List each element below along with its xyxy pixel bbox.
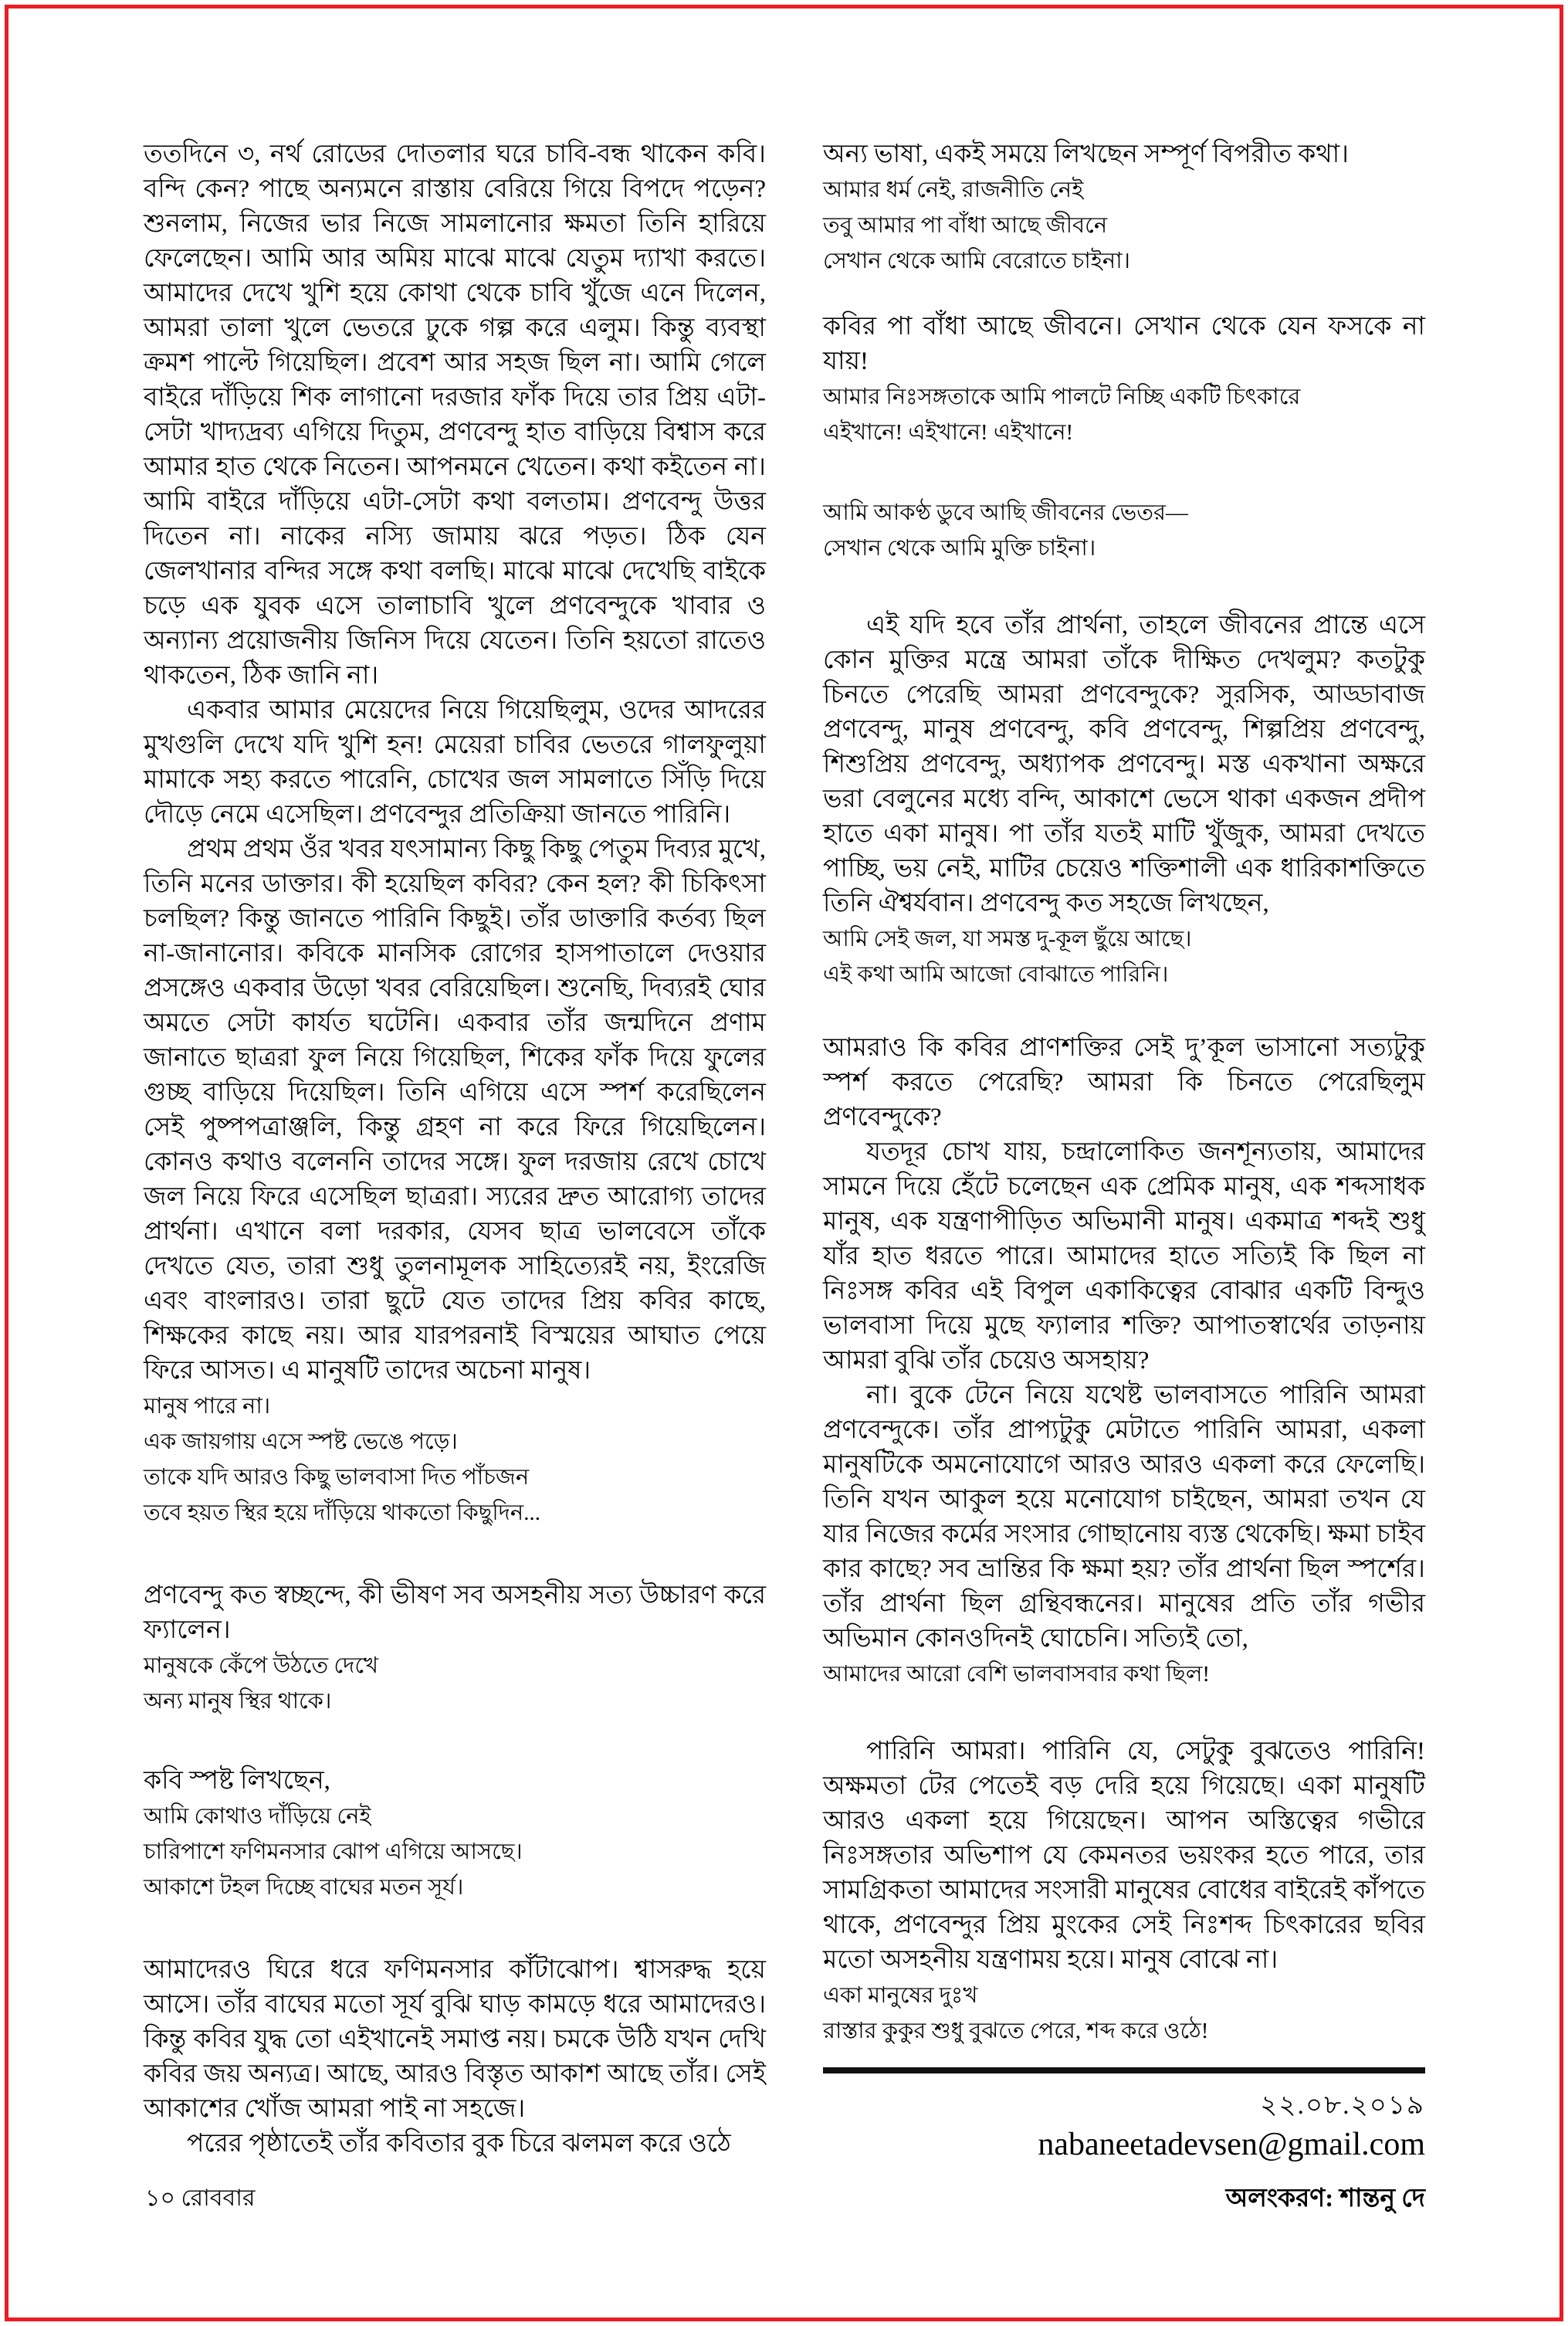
poem-line: সেখান থেকে আমি মুক্তি চাইনা। [823,536,1096,561]
poem-line: চারিপাশে ফণিমনসার ঝোপ এগিয়ে আসছে। [144,1839,523,1864]
poem-stanza [823,495,1425,566]
poem-line: এক জায়গায় এসে স্পষ্ট ভেঙে পড়ে। [144,1429,458,1454]
poem-stanza [823,379,1425,450]
poem-line: তাকে যদি আরও কিছু ভালবাসা দিত পাঁচজন [144,1465,530,1490]
paragraph: আমাদেরও ঘিরে ধরে ফণিমনসার কাঁটাঝোপ। শ্বাসরুদ্ধ হয়ে আসে। তাঁর বাঘের মতো সূর্য বুঝি ঘাড় কামড়ে ধরে আমাদেরও। কিন্তু কবির যুদ্ধ তো এইখানেই সমাপ্ত নয়। চমকে উঠি যখন দেখি কবির জয় অন্যত্র। আছে, আরও বিস্তৃত আকাশ আছে তাঁর। সেই আকাশের খোঁজ আমরা পাই না সহজে। [144,1956,766,2123]
paragraph: কবি স্পষ্ট লিখছেন, [144,1767,330,1795]
poem-stanza [823,1978,1425,2049]
stanza-gap [823,992,1425,1031]
stanza-gap [144,1905,766,1953]
poem-stanza [144,1388,766,1531]
poem-stanza [823,1656,1425,1692]
left-column [144,137,766,2162]
poem-line: আমি কোথাও দাঁড়িয়ে নেই [144,1804,371,1829]
paragraph: না। বুকে টেনে নিয়ে যথেষ্ট ভালবাসতে পারিনি আমরা প্রণবেন্দুকে। তাঁর প্রাপ্যটুকু মেটাতে পারিনি আমরা, একলা মানুষটিকে অমনোযোগে আরও আরও একলা করে ফেলেছি। তিনি যখন আকুল হয়ে মনোযোগ চাইছেন, আমরা তখন যে যার নিজের কর্মের সংসার গোছানোয় ব্যস্ত থেকেছি। ক্ষমা চাইব কার কাছে? সব ভ্রান্তির কি ক্ষমা হয়? তাঁর প্রার্থনা ছিল স্পর্শের। তাঁর প্রার্থনা ছিল গ্রন্থিবন্ধনের। মানুষের প্রতি তাঁর গভীর অভিমান কোনওদিনই ঘোচেনি। সত্যিই তো, [823,1382,1425,1653]
poem-stanza [823,921,1425,992]
poem-line: একা মানুষের দুঃখ [823,1983,978,2008]
stanza-gap [823,566,1425,609]
page-number-footer: ১০ রোববার [145,2185,256,2211]
paragraph: কবির পা বাঁধা আছে জীবনে। সেখান থেকে যেন ফসকে না যায়! [823,313,1425,375]
right-column-text [823,137,1425,2049]
poem-line: আকাশে টহল দিচ্ছে বাঘের মতন সূর্য। [144,1875,464,1900]
poem-line: অন্য মানুষ স্থির থাকে। [144,1689,332,1714]
signature-block [823,2067,1425,2216]
paragraph: আমরাও কি কবির প্রাণশক্তির সেই দু’কূল ভাসানো সত্যটুকু স্পর্শ করতে পেরেছি? আমরা কি চিনতে পেরেছিলুম প্রণবেন্দুকে? [823,1034,1425,1131]
poem-line: তবে হয়ত স্থির হয়ে দাঁড়িয়ে থাকতো কিছুদিন... [144,1500,540,1525]
poem-stanza [144,1799,766,1905]
paragraph: অন্য ভাষা, একই সময়ে লিখছেন সম্পূর্ণ বিপরীত কথা। [823,141,1349,168]
poem-line: রাস্তার কুকুর শুধু বুঝতে পেরে, শব্দ করে ওঠে! [823,2019,1209,2043]
illustration-credit: অলংকরণ: শান্তনু দে [1225,2185,1425,2212]
paragraph: প্রণবেন্দু কত স্বচ্ছন্দে, কী ভীষণ সব অসহনীয় সত্য উচ্চারণ করে ফ্যালেন। [144,1582,766,1644]
paragraph: পরের পৃষ্ঠাতেই তাঁর কবিতার বুক চিরে ঝলমল করে ওঠে [187,2130,731,2158]
poem-line: মানুষকে কেঁপে উঠতে দেখে [144,1653,379,1678]
paragraph: ততদিনে ৩, নর্থ রোডের দোতলার ঘরে চাবি-বন্ধ থাকেন কবি। বন্দি কেন? পাছে অন্যমনে রাস্তায় বেরিয়ে গিয়ে বিপদে পড়েন? শুনলাম, নিজের ভার নিজে সামলানোর ক্ষমতা তিনি হারিয়ে ফেলেছেন। আমি আর অমিয় মাঝে মাঝে যেতুম দ্যাখা করতে। আমাদের দেখে খুশি হয়ে কোথা থেকে চাবি খুঁজে এনে দিলেন, আমরা তালা খুলে ভেতরে ঢুকে গল্প করে এলুম। কিন্তু ব্যবস্থা ক্রমশ পাল্টে গিয়েছিল। প্রবেশ আর সহজ ছিল না। আমি গেলে বাইরে দাঁড়িয়ে শিক লাগানো দরজার ফাঁক দিয়ে তার প্রিয় এটা-সেটা খাদ্যদ্রব্য এগিয়ে দিতুম, প্রণবেন্দু হাত বাড়িয়ে বিশ্বাস করে আমার হাত থেকে নিতেন। আপনমনে খেতেন। কথা কইতেন না। আমি বাইরে দাঁড়িয়ে এটা-সেটা কথা বলতাম। প্রণবেন্দু উত্তর দিতেন না। নাকের নস্যি জামায় ঝরে পড়ত। ঠিক যেন জেলখানার বন্দির সঙ্গে কথা বলছি। মাঝে মাঝে দেখেছি বাইকে চড়ে এক যুবক এসে তালাচাবি খুলে প্রণবেন্দুকে খাবার ও অন্যান্য প্রয়োজনীয় জিনিস দিয়ে যেতেন। তিনি হয়তো রাতেও থাকতেন, ঠিক জানি না। [144,141,766,690]
paragraph: এই যদি হবে তাঁর প্রার্থনা, তাহলে জীবনের প্রান্তে এসে কোন মুক্তির মন্ত্রে আমরা তাঁকে দীক্ষিত দেখলুম? কতটুকু চিনতে পেরেছি আমরা প্রণবেন্দুকে? সুরসিক, আড্ডাবাজ প্রণবেন্দু, মানুষ প্রণবেন্দু, কবি প্রণবেন্দু, শিল্পপ্রিয় প্রণবেন্দু, শিশুপ্রিয় প্রণবেন্দু, অধ্যাপক প্রণবেন্দু। মস্ত একখানা অক্ষরে ভরা বেলুনের মধ্যে বন্দি, আকাশে ভেসে থাকা একজন প্রদীপ হাতে একা মানুষ। পা তাঁর যতই মাটি খুঁজুক, আমরা দেখতে পাচ্ছি, ভয় নেই, মাটির চেয়েও শক্তিশালী এক ধারিকাশক্তিতে তিনি ঐশ্বর্যবান। প্রণবেন্দু কত সহজে লিখছেন, [823,612,1425,917]
poem-line: আমার ধর্ম নেই, রাজনীতি নেই [823,178,1084,202]
right-column [823,137,1425,2216]
paragraph: যতদূর চোখ যায়, চন্দ্রালোকিত জনশূন্যতায়, আমাদের সামনে দিয়ে হেঁটে চলেছেন এক প্রেমিক মানুষ, এক শব্দসাধক মানুষ, এক যন্ত্রণাপীড়িত অভিমানী মানুষ। একমাত্র শব্দই শুধু যাঁর হাত ধরতে পারে। আমাদের হাতে সত্যিই কি ছিল না নিঃসঙ্গ কবির এই বিপুল একাকিত্বের বোঝার একটি বিন্দুও ভালবাসা দিয়ে মুছে ফ্যালার শক্তি? আপাতস্বার্থের তাড়নায় আমরা বুঝি তাঁর চেয়েও অসহায়? [823,1138,1425,1375]
left-column-text [144,137,766,2162]
poem-line: এই কথা আমি আজো বোঝাতে পারিনি। [823,962,1169,987]
poem-line: আমার নিঃসঙ্গতাকে আমি পালটে নিচ্ছি একটি চিৎকারে [823,385,1301,409]
paragraph: প্রথম প্রথম ওঁর খবর যৎসামান্য কিছু কিছু পেতুম দিব্যর মুখে, তিনি মনের ডাক্তার। কী হয়েছিল কবির? কেন হল? কী চিকিৎসা চলছিল? কিন্তু জানতে পারিনি কিছুই। তাঁর ডাক্তারি কর্তব্য ছিল না-জানানোর। কবিকে মানসিক রোগের হাসপাতালে দেওয়ার প্রসঙ্গেও একবার উড়ো খবর বেরিয়েছিল। শুনেছি, দিব্যরই ঘোর অমতে সেটা কার্যত ঘটেনি। একবার তাঁর জন্মদিনে প্রণাম জানাতে ছাত্ররা ফুল নিয়ে গিয়েছিল, শিকের ফাঁক দিয়ে ফুলের গুচ্ছ বাড়িয়ে দিয়েছিল। তিনি এগিয়ে এসে স্পর্শ করেছিলেন সেই পুষ্পপত্রাঞ্জলি, কিন্তু গ্রহণ না করে ফিরে গিয়েছিলেন। কোনও কথাও বলেননি তাদের সঙ্গে। ফুল দরজায় রেখে চোখে জল নিয়ে ফিরে এসেছিল ছাত্ররা। স্যরের দ্রুত আরোগ্য তাদের প্রার্থনা। এখানে বলা দরকার, যেসব ছাত্র ভালবেসে তাঁকে দেখতে যেত, তারা শুধু তুলনামূলক সাহিত্যেরই নয়, ইংরেজি এবং বাংলারও। তারা ছুটে যেত তাদের প্রিয় কবির কাছে, শিক্ষকের কাছে নয়। আর যারপরনাই বিস্ময়ের আঘাত পেয়ে ফিরে আসত। এ মানুষটি তাদের অচেনা মানুষ। [144,836,766,1385]
poem-line: আমি আকণ্ঠ ডুবে আছি জীবনের ভেতর— [823,500,1188,525]
stanza-gap [144,1531,766,1578]
poem-line: তবু আমার পা বাঁধা আছে জীবনে [823,213,1108,238]
poem-stanza [144,1648,766,1719]
paragraph: পারিনি আমরা। পারিনি যে, সেটুকু বুঝতেও পারিনি! অক্ষমতা টের পেতেই বড় দেরি হয়ে গিয়েছে। একা মানুষটি আরও একলা হয়ে গিয়েছেন। আপন অস্তিত্বের গভীরে নিঃসঙ্গতার অভিশাপ যে কেমনতর ভয়ংকর হতে পারে, তার সামগ্রিকতা আমাদের সংসারী মানুষের বোধের বাইরেই কাঁপতে থাকে, প্রণবেন্দুর প্রিয় মুংকের সেই নিঃশব্দ চিৎকারের ছবির মতো অসহনীয় যন্ত্রণাময় হয়ে। মানুষ বোঝে না। [823,1738,1425,1974]
poem-stanza [823,172,1425,279]
stanza-gap [823,279,1425,310]
poem-line: আমি সেই জল, যা সমস্ত দু-কূল ছুঁয়ে আছে। [823,927,1192,951]
article-date: ২২.০৮.২০১৯ [1260,2091,1425,2120]
separator-rule [823,2067,1425,2073]
paragraph: একবার আমার মেয়েদের নিয়ে গিয়েছিলুম, ওদের আদরের মুখগুলি দেখে যদি খুশি হন! মেয়েরা চাবির ভেতরে গালফুলুয়া মামাকে সহ্য করতে পারেনি, চোখের জল সামলাতে সিঁড়ি দিয়ে দৌড়ে নেমে এসেছিল। প্রণবেন্দুর প্রতিক্রিয়া জানতে পারিনি। [144,697,766,829]
poem-line: আমাদের আরো বেশি ভালবাসবার কথা ছিল! [823,1662,1211,1687]
poem-line: সেখান থেকে আমি বেরোতে চাইনা। [823,249,1130,273]
stanza-gap [144,1719,766,1764]
author-email: nabaneetadevsen@gmail.com [1038,2127,1425,2162]
stanza-gap [823,450,1425,495]
poem-line: মানুষ পারে না। [144,1394,271,1419]
poem-line: এইখানে! এইখানে! এইখানে! [823,420,1074,445]
stanza-gap [823,1692,1425,1734]
